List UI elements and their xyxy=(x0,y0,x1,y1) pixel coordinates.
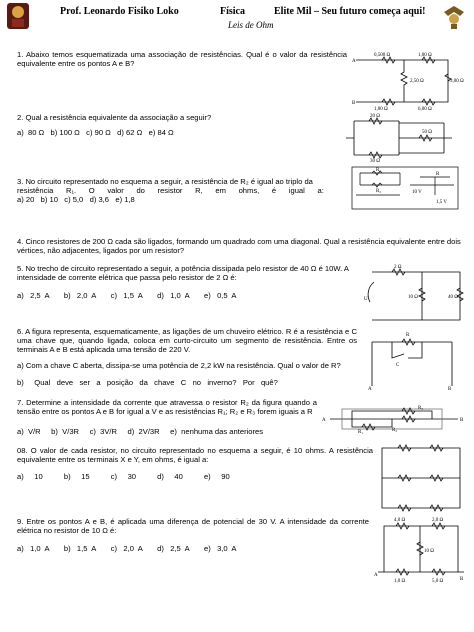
label-10ohm: 10 Ω xyxy=(408,295,418,300)
header xyxy=(0,0,474,34)
eagle-emblem-icon xyxy=(442,2,466,30)
label-A: A xyxy=(374,573,378,578)
label-4ohm: 4,0 Ω xyxy=(394,518,406,523)
label-1ohm: 1,0 Ω xyxy=(394,579,406,584)
circuit-q8 xyxy=(378,440,464,512)
label-B: B xyxy=(448,387,452,390)
label-B: B xyxy=(460,418,464,423)
label-40ohm: 40 Ω xyxy=(448,295,458,300)
label-R1: R₁ xyxy=(358,430,364,435)
label-5ohm: 5,0 Ω xyxy=(432,579,444,584)
question-6-a: a) Com a chave C aberta, dissipa-se uma potência de 2,2 kW na resistência. Qual o valor de R? xyxy=(17,361,341,370)
question-5-options: a) 2,5 A b) 2,0 A c) 1,5 A d) 1,0 A e) 0,5 A xyxy=(17,291,237,300)
label-50: 50 Ω xyxy=(422,130,432,135)
label-2ohm: 2 Ω xyxy=(394,265,402,270)
label-100b: 1,00 Ω xyxy=(374,107,388,112)
question-8: 08. O valor de cada resistor, no circuito representado no esquema a seguir, é 10 ohms. A resistência equivalente entre os terminais X e Y, em ohms, é igual a: xyxy=(17,446,373,465)
question-7-options: a) V/R b) V/3R c) 3V/R d) 2V/3R e) nenhuma das anteriores xyxy=(17,427,264,436)
label-30: 30 Ω xyxy=(370,159,380,163)
author-name: Prof. Leonardo Fisiko Loko xyxy=(60,6,179,17)
question-5: 5. No trecho de circuito representado a seguir, a potência dissipada pelo resistor de 40 Ω é 10W. A intensidade de corrente elétrica que passa pelo resistor de 2 Ω é: xyxy=(17,264,349,283)
slogan: Elite Mil – Seu futuro começa aqui! xyxy=(274,6,426,17)
question-2: 2. Qual a resistência equivalente da associação a seguir? xyxy=(17,113,212,122)
school-crest-icon xyxy=(6,2,30,30)
question-2-options: a) 80 Ω b) 100 Ω c) 90 Ω d) 62 Ω e) 84 Ω xyxy=(17,128,174,137)
circuit-q9 xyxy=(374,514,466,584)
label-R1: R₁ xyxy=(376,168,382,173)
question-7: 7. Determine a intensidade da corrente que atravessa o resistor R₂ da figura quando a tensão entre os pontos A e B for igual a V e as resistências R₁; R₂ e R₃ forem iguais a R xyxy=(17,398,317,417)
circuit-q5 xyxy=(364,262,464,324)
label-15V: 1,5 V xyxy=(436,200,448,205)
label-R2: R₂ xyxy=(376,189,382,194)
question-6: 6. A figura representa, esquematicamente, as ligações de um chuveiro elétrico. R é a resistência e C uma chave que, quando ligada, coloca em curto-circuito um segmento de resistência. Entre os terminais A e B está aplicada uma tensão de 220 V. xyxy=(17,327,357,355)
label-10ohm: 10 Ω xyxy=(424,549,434,554)
question-3-line1: 3. No circuito representado no esquema a seguir, a resistência de R₂ é igual ao triplo da xyxy=(17,177,313,186)
label-U: U xyxy=(364,297,368,302)
circuit-q2 xyxy=(344,113,454,163)
label-20: 20 Ω xyxy=(370,114,380,119)
circuit-q1 xyxy=(352,50,464,112)
label-300: 3,00 Ω xyxy=(450,79,464,84)
label-A: A xyxy=(322,418,326,423)
label-100a: 1,00 Ω xyxy=(418,53,432,58)
label-600: 6,00 Ω xyxy=(418,107,432,112)
label-0500: 0,500 Ω xyxy=(374,53,391,58)
question-9-options: a) 1,0 A b) 1,5 A c) 2,0 A d) 2,5 A e) 3,0 A xyxy=(17,544,237,553)
label-2ohm: 2,0 Ω xyxy=(432,518,444,523)
circuit-q3 xyxy=(350,165,462,213)
label-250: 2,50 Ω xyxy=(410,79,424,84)
question-6-b: b) Qual deve ser a posição da chave C no inverno? Por quê? xyxy=(17,378,278,387)
label-R: R xyxy=(436,172,440,177)
label-R3: R₃ xyxy=(418,406,424,411)
label-A: A xyxy=(352,59,356,64)
question-1: 1. Abaixo temos esquematizada uma associação de resistências. Qual é o valor da resistência equivalente entre os pontos A e B? xyxy=(17,50,347,69)
label-B: B xyxy=(352,101,356,106)
label-R2: R₂ xyxy=(392,428,398,433)
label-R: R xyxy=(406,333,410,338)
label-C: C xyxy=(396,363,400,368)
question-3-line2: resistência R₁. O valor do resistor R, em ohms, é igual a: xyxy=(17,186,324,195)
topic-title: Leis de Ohm xyxy=(228,20,274,30)
label-10V: 10 V xyxy=(412,190,422,195)
question-3-options: a) 20 b) 10 c) 5,0 d) 3,6 e) 1,8 xyxy=(17,195,135,204)
circuit-q6 xyxy=(362,328,462,390)
subject-title: Física xyxy=(220,6,245,17)
question-9: 9. Entre os pontos A e B, é aplicada uma diferença de potencial de 30 V. A intensidade da corrente elétrica no resistor de 10 Ω é: xyxy=(17,517,369,536)
label-A: A xyxy=(368,387,372,390)
label-B: B xyxy=(460,577,464,582)
circuit-q7 xyxy=(322,403,466,437)
question-8-options: a) 10 b) 15 c) 30 d) 40 e) 90 xyxy=(17,472,230,481)
question-4: 4. Cinco resistores de 200 Ω cada são ligados, formando um quadrado com uma diagonal. Qual a resistência equivalente entre dois vértices, não adjacentes, ligados por um resistor? xyxy=(17,237,461,256)
